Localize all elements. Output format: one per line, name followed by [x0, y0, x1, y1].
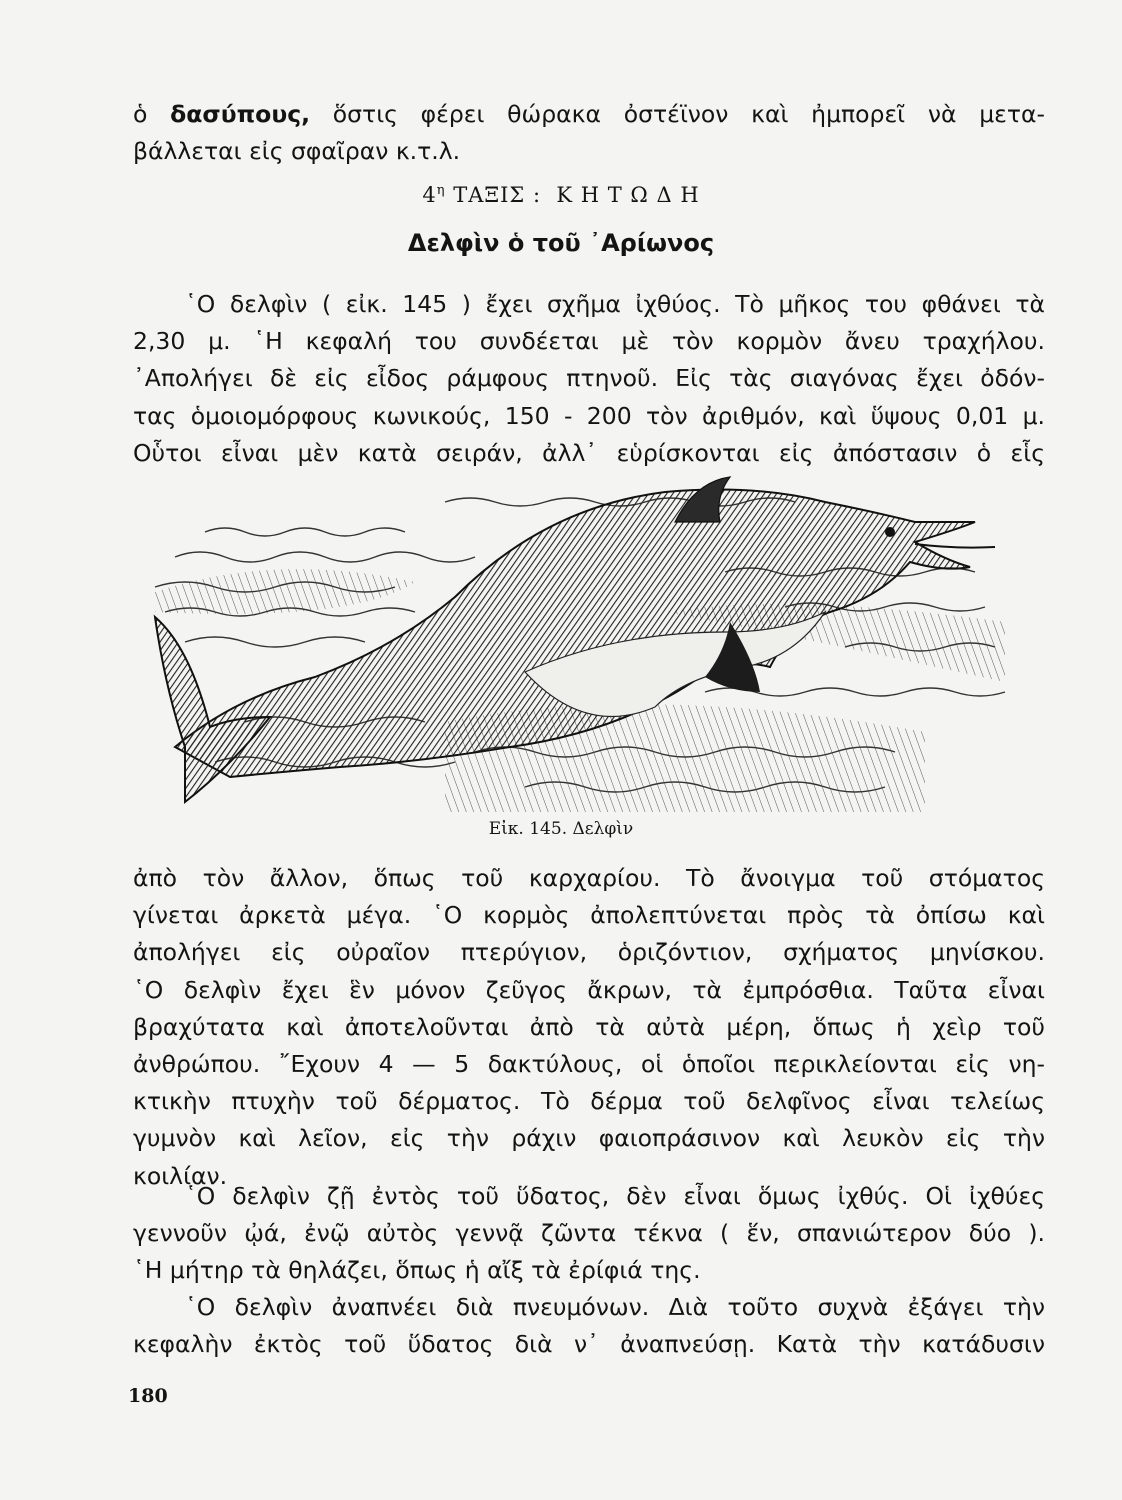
- paragraph-4-line: κεφαλὴν ἐκτὸς τοῦ ὕδατος διὰ ν᾿ ἀναπνεύσῃ. Κατὰ τὴν κατάδυσιν: [133, 1330, 1045, 1359]
- paragraph-2: [133, 860, 1045, 1195]
- paragraph-2-line: γυμνὸν καὶ λεῖον, εἰς τὴν ράχιν φαιοπράσινον καὶ λευκὸν εἰς τὴν: [133, 1124, 1045, 1153]
- paragraph-1: [133, 286, 1045, 472]
- figure-caption: Εἰκ. 145. Δελφὶν: [488, 819, 634, 839]
- paragraph-1-line: ῾Ο δελφὶν ( εἰκ. 145 ) ἔχει σχῆμα ἰχθύος. Τὸ μῆκος του φθάνει τὰ: [185, 290, 1045, 318]
- intro-line-1-rest: ὅστις φέρει θώρακα ὀστέϊνον καὶ ἠμπορεῖ νὰ μετα-: [332, 100, 1045, 128]
- class-name: Κ Η Τ Ω Δ Η: [556, 183, 700, 207]
- paragraph-3: [133, 1178, 1045, 1290]
- intro-paragraph: [133, 96, 1045, 170]
- paragraph-2-line: ῾Ο δελφὶν ἔχει ἓν μόνον ζεῦγος ἄκρων, τὰ ἐμπρόσθια. Ταῦτα εἶναι: [133, 975, 1045, 1004]
- class-number: 4: [422, 183, 437, 207]
- paragraph-2-line: κοιλίαν.: [133, 1161, 228, 1190]
- paragraph-3-line: γεννοῦν ᾠά, ἐνῷ αὐτὸς γεννᾷ ζῶντα τέκνα ( ἕν, σπανιώτερον δύο ).: [133, 1219, 1045, 1248]
- paragraph-4-line: ῾Ο δελφὶν ἀναπνέει διὰ πνευμόνων. Διὰ τοῦτο συχνὰ ἐξάγει τὴν: [185, 1293, 1045, 1321]
- intro-term: δασύπους,: [170, 100, 311, 128]
- page-number: 180: [128, 1385, 168, 1407]
- paragraph-2-line: ἀπὸ τὸν ἄλλον, ὅπως τοῦ καρχαρίου. Τὸ ἄνοιγμα τοῦ στόματος: [133, 864, 1045, 892]
- paragraph-2-line: ἀπολήγει εἰς οὐραῖον πτερύγιον, ὁριζόντιον, σχήματος μηνίσκου.: [133, 938, 1045, 967]
- intro-line-2: βάλλεται εἰς σφαῖραν κ.τ.λ.: [133, 137, 461, 166]
- paragraph-2-line: ἀνθρώπου. ῎Εχουν 4 — 5 δακτύλους, οἱ ὁποῖοι περικλείονται εἰς νη-: [133, 1050, 1045, 1079]
- dolphin-engraving-icon: [145, 462, 1025, 817]
- paragraph-1-line: Οὗτοι εἶναι μὲν κατὰ σειράν, ἀλλ᾿ εὑρίσκονται εἰς ἀπόστασιν ὁ εἷς: [133, 438, 1045, 467]
- intro-line-1: [133, 96, 1045, 133]
- paragraph-1-line: ᾿Απολήγει δὲ εἰς εἶδος ράμφους πτηνοῦ. Εἰς τὰς σιαγόνας ἔχει ὀδόν-: [133, 364, 1045, 393]
- paragraph-3-line: ῾Ο δελφὶν ζῇ ἐντὸς τοῦ ὕδατος, δὲν εἶναι ὅμως ἰχθύς. Οἱ ἰχθύες: [185, 1182, 1045, 1210]
- paragraph-1-line: 2,30 μ. ῾Η κεφαλή του συνδέεται μὲ τὸν κορμὸν ἄνευ τραχήλου.: [133, 327, 1045, 356]
- paragraph-1-line: τας ὁμοιομόρφους κωνικούς, 150 - 200 τὸν ἀριθμόν, καὶ ὕψους 0,01 μ.: [133, 401, 1045, 430]
- paragraph-2-line: κτικὴν πτυχὴν τοῦ δέρματος. Τὸ δέρμα τοῦ δελφῖνος εἶναι τελείως: [133, 1087, 1045, 1116]
- class-heading: [0, 183, 1122, 207]
- intro-article: ὁ: [133, 100, 148, 128]
- paragraph-2-line: βραχύτατα καὶ ἀποτελοῦνται ἀπὸ τὰ αὐτὰ μέρη, ὅπως ἡ χεὶρ τοῦ: [133, 1012, 1045, 1041]
- section-title: Δελφὶν ὁ τοῦ ᾿Αρίωνος: [407, 229, 715, 257]
- paragraph-3-line: ῾Η μήτηρ τὰ θηλάζει, ὅπως ἡ αἴξ τὰ ἐρίφιά της.: [133, 1256, 701, 1285]
- dolphin-figure: [145, 462, 1025, 817]
- paragraph-4: [133, 1289, 1045, 1363]
- paragraph-2-line: γίνεται ἀρκετὰ μέγα. ῾Ο κορμὸς ἀπολεπτύνεται πρὸς τὰ ὀπίσω καὶ: [133, 901, 1045, 930]
- class-ordinal-suffix: η: [436, 183, 446, 198]
- class-label: ΤΑΞΙΣ :: [453, 183, 542, 207]
